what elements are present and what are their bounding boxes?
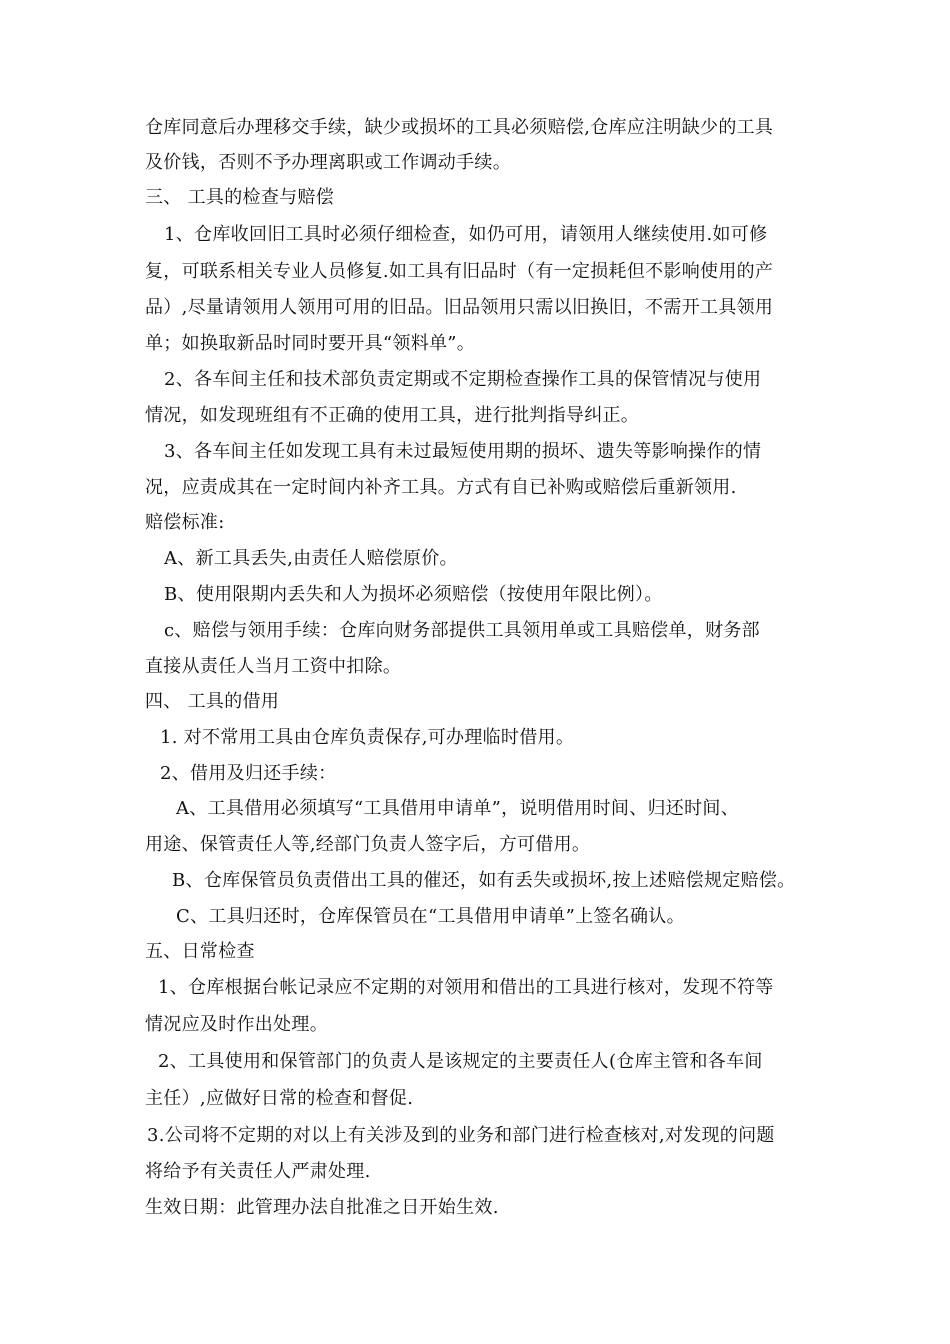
text-line: 2、工具使用和保管部门的负责人是该规定的主要责任人(仓库主管和各车间 — [158, 1051, 763, 1072]
text-line: 1、仓库根据台帐记录应不定期的对领用和借出的工具进行核对，发现不符等 — [158, 977, 774, 998]
section-heading: 四、 工具的借用 — [145, 691, 280, 712]
text-line: B、仓库保管员负责借出工具的催还，如有丢失或损坏,按上述赔偿规定赔偿。 — [172, 870, 796, 891]
text-line: c、赔偿与领用手续：仓库向财务部提供工具领用单或工具赔偿单，财务部 — [164, 620, 760, 641]
text-line: 用途、保管责任人等,经部门负责人签字后，方可借用。 — [145, 834, 591, 855]
text-line: 主任）,应做好日常的检查和督促. — [145, 1088, 414, 1109]
text-line: C、工具归还时，仓库保管员在“工具借用申请单”上签名确认。 — [176, 906, 685, 927]
text-line: A、工具借用必须填写“工具借用申请单”，说明借用时间、归还时间、 — [176, 798, 739, 819]
text-line: 情况应及时作出处理。 — [145, 1014, 328, 1035]
text-line: 情况，如发现班组有不正确的使用工具，进行批判指导纠正。 — [145, 405, 640, 426]
text-line: 仓库同意后办理移交手续，缺少或损坏的工具必须赔偿,仓库应注明缺少的工具 — [145, 117, 774, 138]
effective-date-line: 生效日期：此管理办法自批准之日开始生效. — [145, 1197, 499, 1218]
text-line: 直接从责任人当月工资中扣除。 — [145, 656, 402, 677]
text-line: 2、借用及归还手续： — [160, 763, 337, 784]
text-line: 3、各车间主任如发现工具有未过最短使用期的损坏、遗失等影响操作的情 — [164, 441, 762, 462]
text-line: 1. 对不常用工具由仓库负责保存,可办理临时借用。 — [160, 727, 575, 748]
text-line: 单；如换取新品时同时要开具“领料单”。 — [145, 333, 476, 354]
text-line: 赔偿标准: — [145, 512, 225, 533]
section-heading: 五、日常检查 — [145, 941, 255, 962]
text-line: 将给予有关责任人严肃处理. — [145, 1161, 371, 1182]
text-line: A、新工具丢失,由责任人赔偿原价。 — [164, 548, 458, 569]
text-line: B、使用限期内丢失和人为损坏必须赔偿（按使用年限比例）。 — [164, 584, 663, 605]
section-heading: 三、 工具的检查与赔偿 — [145, 187, 335, 208]
text-line: 及价钱，否则不予办理离职或工作调动手续。 — [145, 152, 511, 173]
text-line: 复，可联系相关专业人员修复.如工具有旧品时（有一定损耗但不影响使用的产 — [145, 261, 774, 282]
text-line: 况，应责成其在一定时间内补齐工具。方式有自已补购或赔偿后重新领用. — [145, 477, 737, 498]
text-line: 1、仓库收回旧工具时必须仔细检查，如仍可用，请领用人继续使用.如可修 — [164, 224, 768, 245]
text-line: 2、各车间主任和技术部负责定期或不定期检查操作工具的保管情况与使用 — [164, 369, 762, 390]
text-line: 品）,尽量请领用人领用可用的旧品。旧品领用只需以旧换旧，不需开工具领用 — [145, 297, 774, 318]
text-line: 3.公司将不定期的对以上有关涉及到的业务和部门进行检查核对,对发现的问题 — [147, 1125, 775, 1146]
